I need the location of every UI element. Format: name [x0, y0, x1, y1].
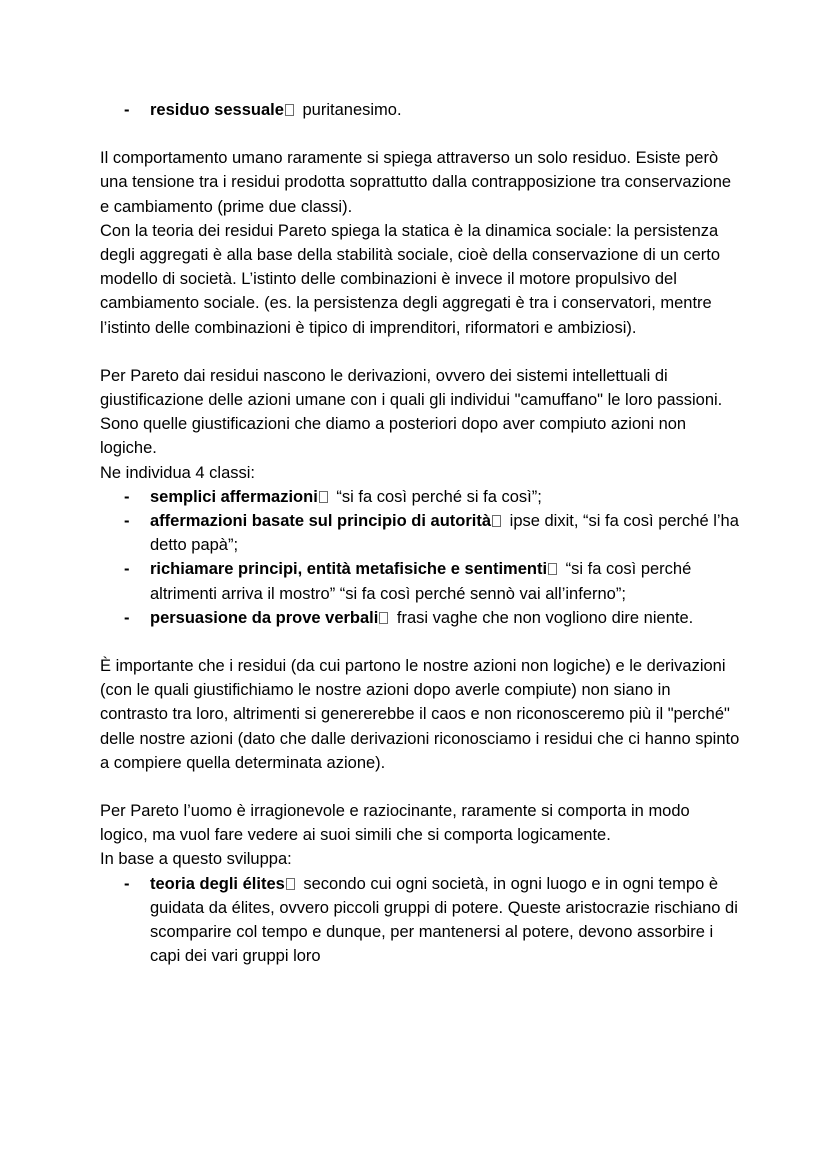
term: richiamare principi, entità metafisiche e sentimenti: [150, 560, 548, 579]
term: semplici affermazioni: [150, 487, 318, 506]
missing-glyph-icon: [492, 515, 501, 527]
list-item: [150, 485, 740, 509]
list-item: [150, 606, 740, 630]
definition: “si fa così perché si fa così”;: [331, 487, 542, 506]
term: residuo sessuale: [150, 101, 284, 119]
list-item: [150, 98, 740, 122]
term: teoria degli élites: [150, 874, 285, 893]
definition: secondo cui ogni società, in ogni luogo e in ogni tempo è guidata da élites, ovvero piccoli gruppi di potere. Queste aristocrazie rischiano di scomparire col tempo e dunque, per mantenersi al potere, devono assorbire i capi dei vari gruppi loro: [150, 874, 738, 966]
list-item: [150, 557, 740, 605]
definition: ipse dixit, “si fa così perché l’ha detto papà”;: [150, 512, 739, 555]
top-list: [100, 98, 740, 122]
page-content: [100, 98, 740, 969]
definition: frasi vaghe che non vogliono dire niente.: [392, 608, 694, 627]
definition: puritanesimo.: [297, 101, 402, 119]
paragraph-derivazioni: Per Pareto dai residui nascono le derivazioni, ovvero dei sistemi intellettuali di giustificazione delle azioni umane con i quali gli individui "camuffano" le loro passioni. Sono quelle giustificazioni che diamo a posteriori dopo aver compiuto azioni non logiche. Ne individua 4 classi:: [100, 366, 723, 482]
missing-glyph-icon: [379, 612, 388, 624]
list-item: [150, 509, 740, 557]
paragraph-uomo: Per Pareto l’uomo è irragionevole e raziocinante, raramente si comporta in modo logico, ma vuol fare vedere ai suoi simili che si comporta logicamente. In base a questo sviluppa:: [100, 802, 690, 869]
elites-list: [100, 872, 740, 969]
missing-glyph-icon: [319, 491, 328, 503]
term: persuasione da prove verbali: [150, 608, 379, 627]
missing-glyph-icon: [285, 104, 294, 116]
missing-glyph-icon: [548, 563, 557, 575]
term: affermazioni basate sul principio di autorità: [150, 512, 492, 531]
paragraph-contrasto: È importante che i residui (da cui partono le nostre azioni non logiche) e le derivazioni (con le quali giustifichiamo le nostre azioni dopo averle compiute) non siano in contrasto tra loro, altrimenti si genererebbe il caos e non riconosceremo più il "perché" delle nostre azioni (dato che dalle derivazioni riconosciamo i residui che ci hanno spinto a compiere quella determinata azione).: [100, 657, 740, 772]
definition: “si fa così perché altrimenti arriva il mostro” “si fa così perché sennò vai all’inferno”;: [150, 560, 692, 603]
paragraph-residui: Il comportamento umano raramente si spiega attraverso un solo residuo. Esiste però una tensione tra i residui prodotta soprattutto dalla contrapposizione tra conservazione e cambiamento (prime due classi). Con la teoria dei residui Pareto spiega la statica è la dinamica sociale: la persistenza degli aggregati è alla base della stabilità sociale, cioè della conservazione di un certo modello di società. L’istinto delle combinazioni è invece il motore propulsivo del cambiamento sociale. (es. la persistenza degli aggregati è tra i conservatori, mentre l’istinto delle combinazioni è tipico di imprenditori, riformatori e ambiziosi).: [100, 149, 732, 337]
list-item: [150, 872, 740, 969]
derivazioni-list: [100, 485, 740, 630]
missing-glyph-icon: [286, 878, 295, 890]
